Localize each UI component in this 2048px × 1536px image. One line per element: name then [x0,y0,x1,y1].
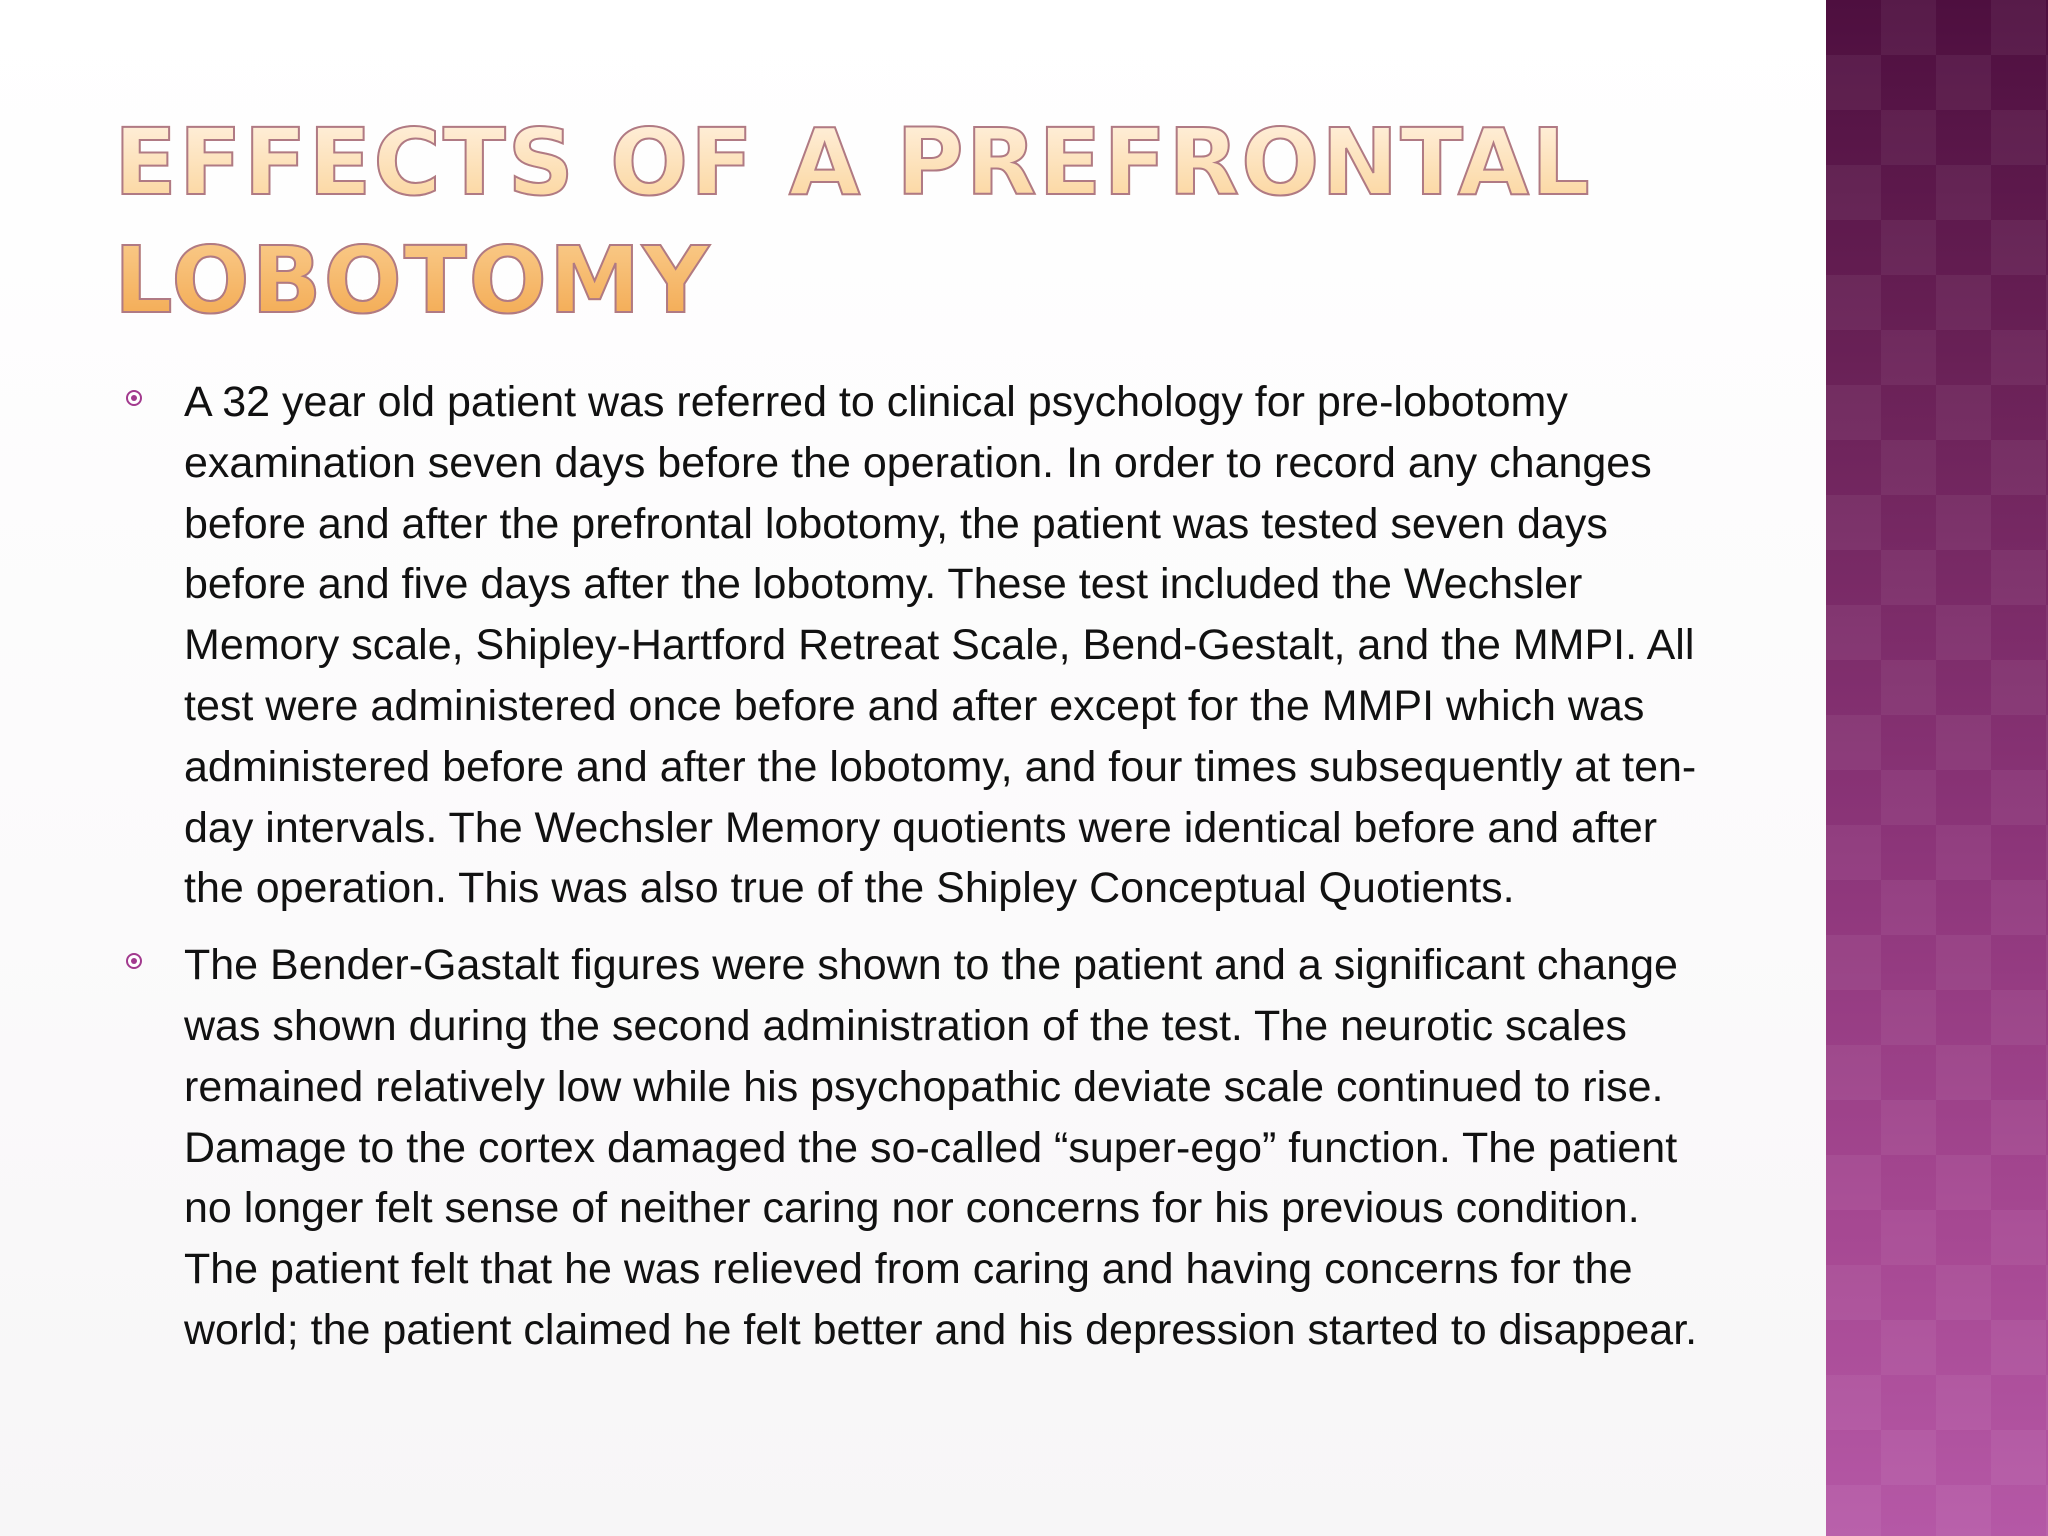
bullet-item [124,372,1704,919]
bullet-item [124,935,1704,1361]
circle-bullet-icon [126,953,142,969]
slide-body [124,372,1704,1377]
bullet-text: The Bender-Gastalt figures were shown to the patient and a significant change was shown during the second administration of the test. The neurotic scales remained relatively low while his psychopathic deviate scale continued to rise. Damage to the cortex damaged the so-called “super-ego” function. The patient no longer felt sense of neither caring nor concerns for his previous condition. The patient felt that he was relieved from caring and having concerns for the world; the patient claimed he felt better and his depression started to disappear. [184,941,1698,1354]
slide-title: EFFECTS OF A PREFRONTAL LOBOTOMY [114,104,1674,340]
decorative-side-band [1826,0,2048,1536]
circle-bullet-icon [126,390,142,406]
bullet-text: A 32 year old patient was referred to clinical psychology for pre-lobotomy examination seven days before the operation. In order to record any changes before and after the prefrontal lobotomy, the patient was tested seven days before and five days after the lobotomy. These test included the Wechsler Memory scale, Shipley-Hartford Retreat Scale, Bend-Gestalt, and the MMPI. All test were administered once before and after except for the MMPI which was administered before and after the lobotomy, and four times subsequently at ten-day intervals. The Wechsler Memory quotients were identical before and after the operation. This was also true of the Shipley Conceptual Quotients. [184,378,1697,913]
